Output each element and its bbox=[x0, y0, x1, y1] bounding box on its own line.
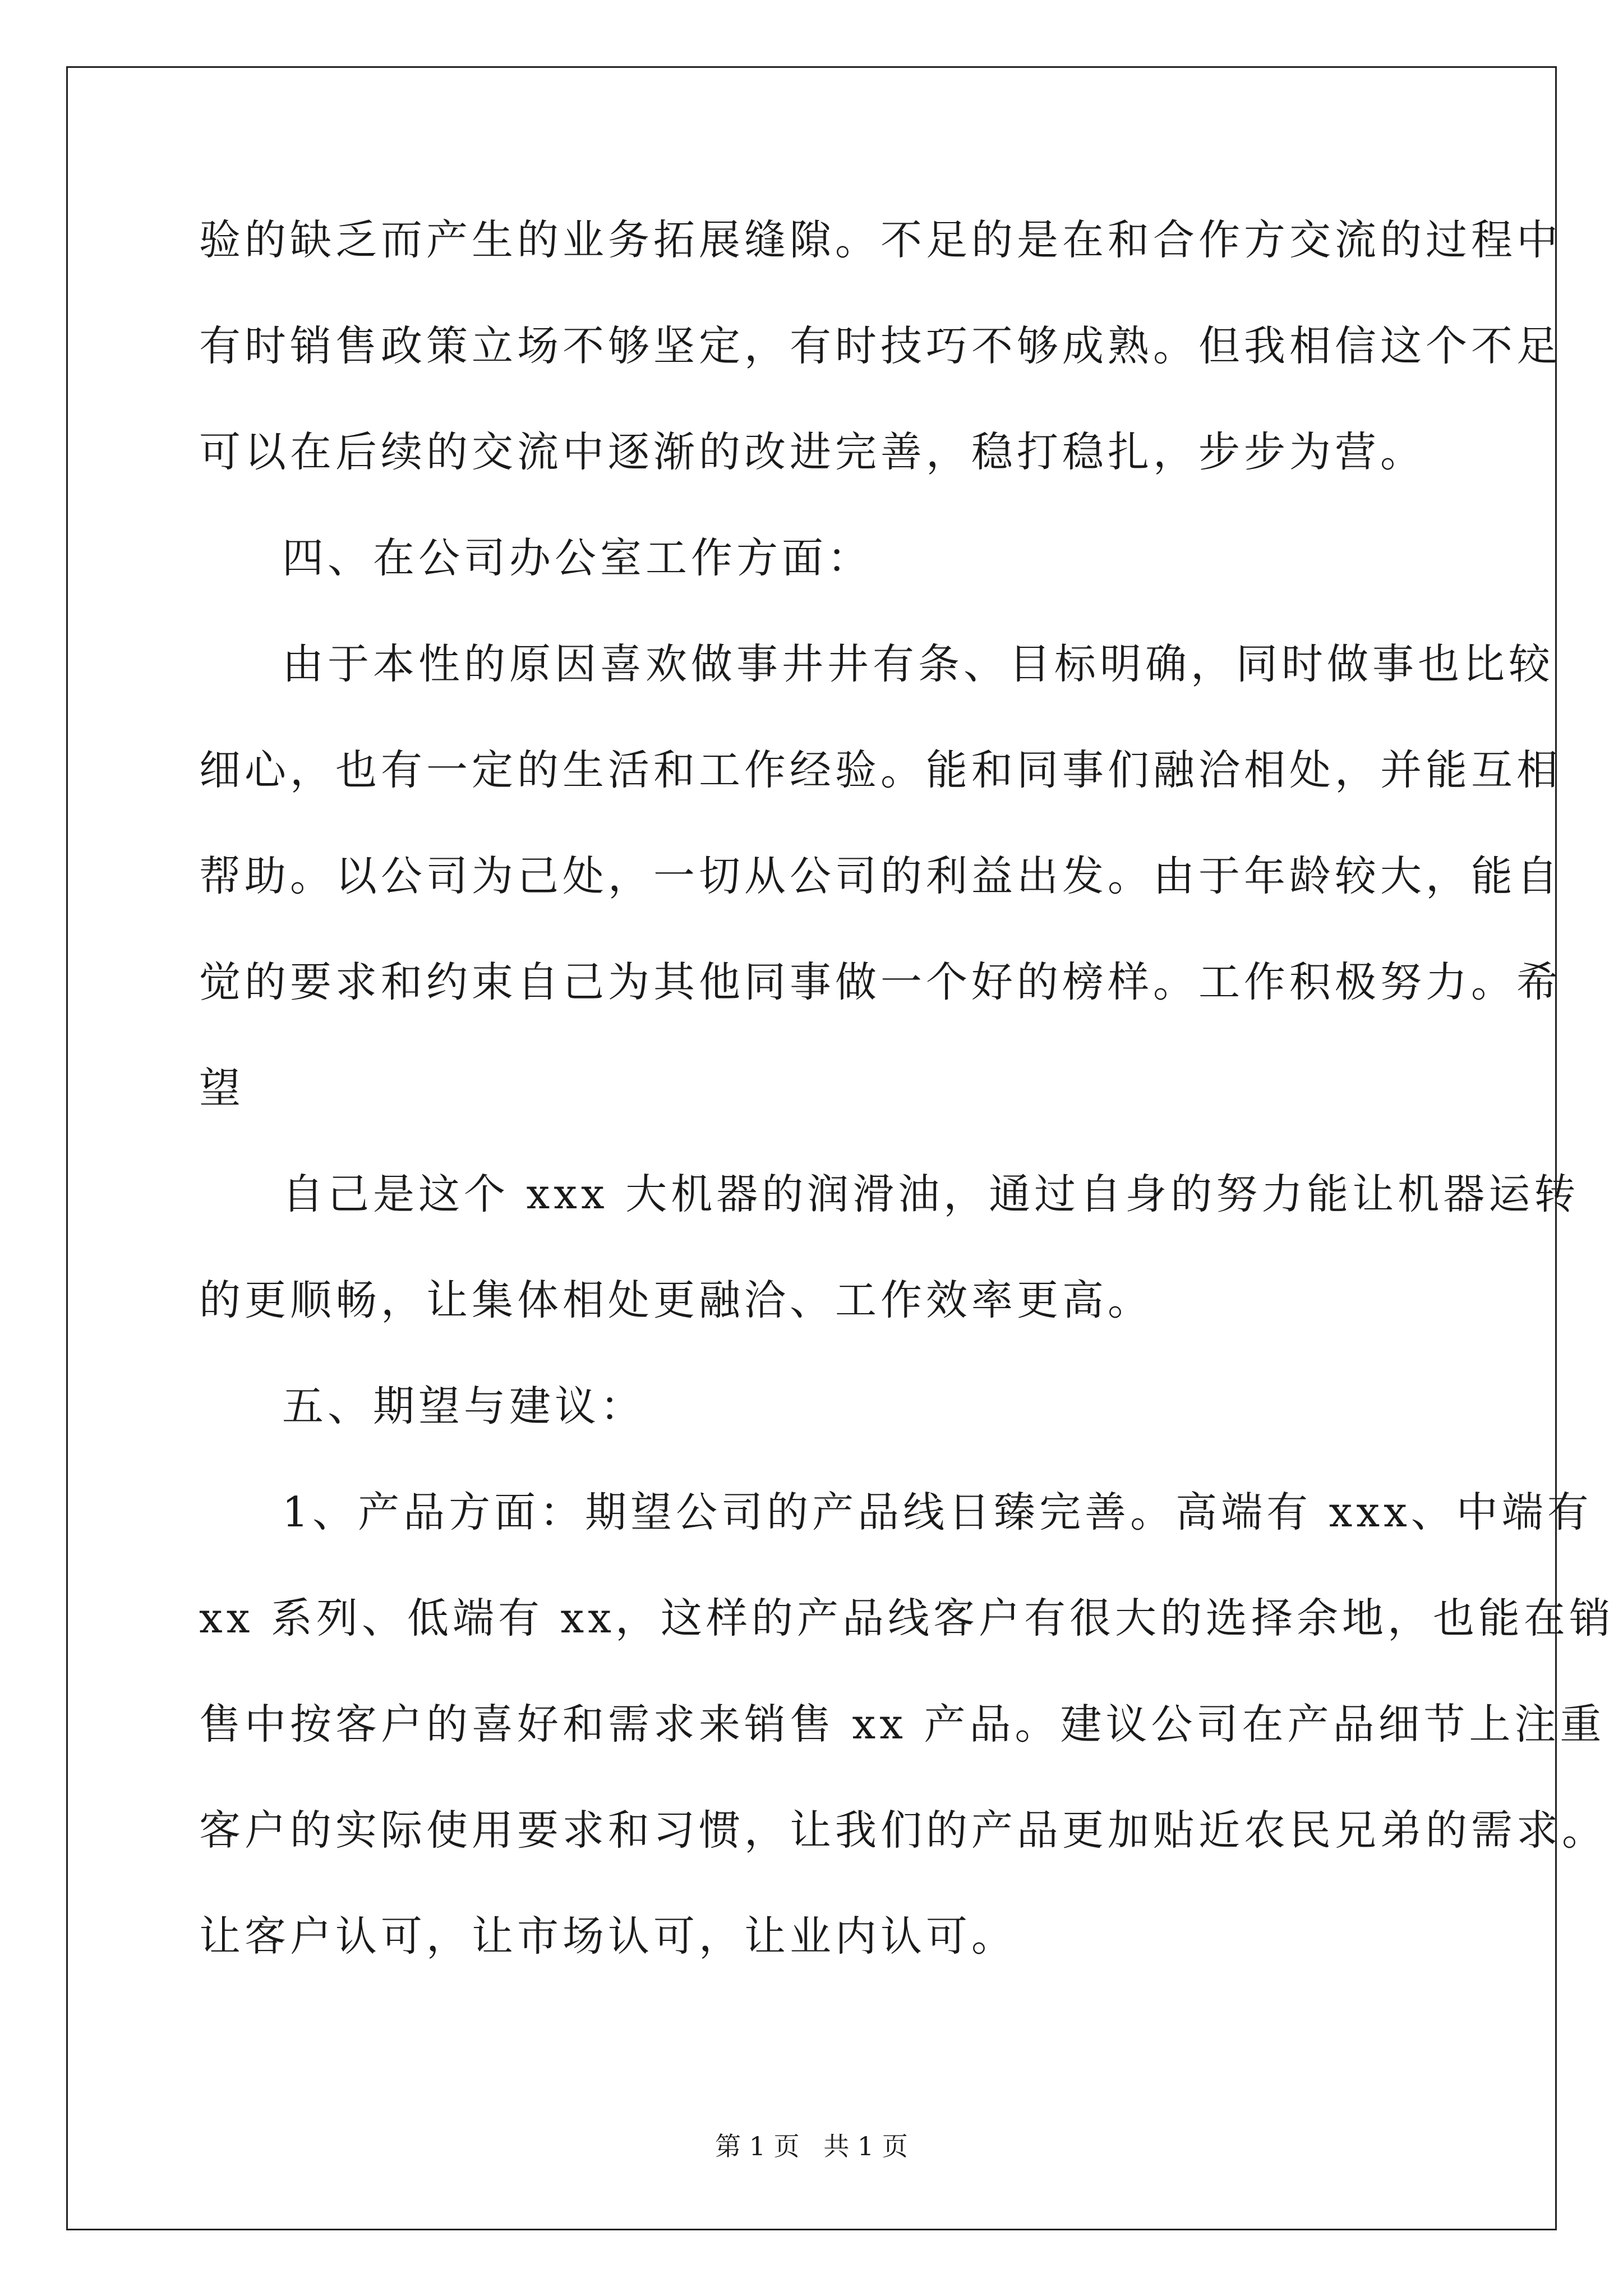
paragraph-line: 帮助。以公司为己处，一切从公司的利益出发。由于年龄较大，能自 bbox=[199, 852, 1562, 900]
page-footer bbox=[0, 2129, 1623, 2163]
paragraph-line: 售中按客户的喜好和需求来销售 xx 产品。建议公司在产品细节上注重 bbox=[199, 1700, 1606, 1749]
paragraph-line: 细心，也有一定的生活和工作经验。能和同事们融洽相处，并能互相 bbox=[199, 746, 1562, 794]
paragraph-line: 可以在后续的交流中逐渐的改进完善，稳打稳扎，步步为营。 bbox=[199, 428, 1426, 476]
page-total: 共 1 页 bbox=[823, 2131, 908, 2161]
section-heading: 五、期望与建议： bbox=[282, 1382, 645, 1430]
paragraph-line: 的更顺畅，让集体相处更融洽、工作效率更高。 bbox=[199, 1276, 1153, 1324]
paragraph-line: 觉的要求和约束自己为其他同事做一个好的榜样。工作积极努力。希 bbox=[199, 958, 1562, 1006]
paragraph-line: xx 系列、低端有 xx，这样的产品线客户有很大的选择余地，也能在销 bbox=[199, 1594, 1615, 1642]
page-border bbox=[66, 66, 1557, 2230]
page-number: 第 1 页 bbox=[715, 2131, 800, 2161]
paragraph-line: 有时销售政策立场不够坚定，有时技巧不够成熟。但我相信这个不足 bbox=[199, 322, 1562, 370]
paragraph-line: 让客户认可，让市场认可，让业内认可。 bbox=[199, 1912, 1017, 1961]
section-heading: 四、在公司办公室工作方面： bbox=[282, 534, 873, 582]
paragraph-line: 客户的实际使用要求和习惯，让我们的产品更加贴近农民兄弟的需求。 bbox=[199, 1806, 1607, 1855]
paragraph-line: 由于本性的原因喜欢做事井井有条、目标明确，同时做事也比较 bbox=[282, 640, 1554, 688]
paragraph-line: 1、产品方面：期望公司的产品线日臻完善。高端有 xxx、中端有 bbox=[282, 1488, 1593, 1536]
paragraph-line: 验的缺乏而产生的业务拓展缝隙。不足的是在和合作方交流的过程中 bbox=[199, 216, 1562, 264]
paragraph-line: 望 bbox=[199, 1064, 245, 1112]
paragraph-line: 自己是这个 xxx 大机器的润滑油，通过自身的努力能让机器运转 bbox=[282, 1170, 1580, 1218]
